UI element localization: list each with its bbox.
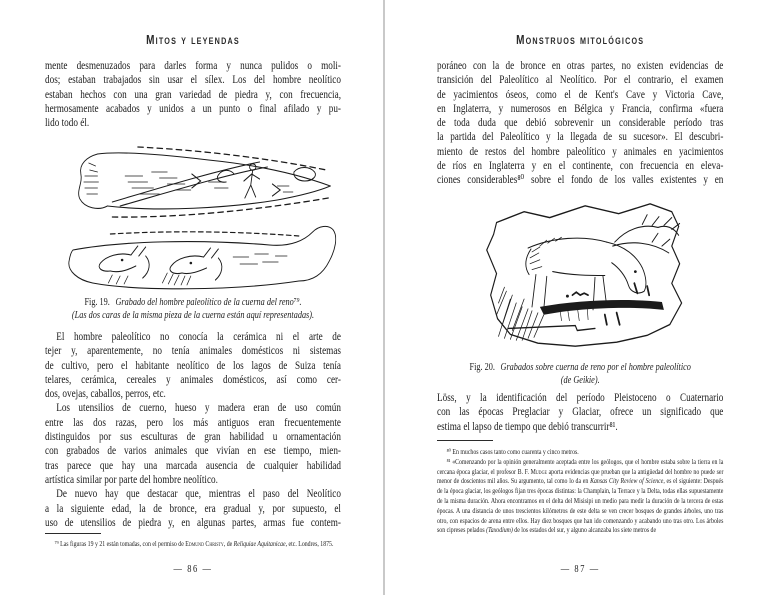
footnotes-right <box>437 447 723 535</box>
text-line: telares, cerámica, cereales y animales domésticos, así como cer- <box>45 373 341 386</box>
text-line: artística similar por parte del hombre neolítico. <box>45 473 218 486</box>
text-line: a la siguiente edad, la de bronce, era gradual y, por supuesto, el <box>45 502 341 515</box>
text-line: dos, ovejas, caballos, perros, etc. <box>45 388 166 401</box>
figure-20-engraving <box>469 197 695 354</box>
right-text-column <box>437 0 723 595</box>
figure-20-drawing <box>469 197 695 354</box>
text-line: transición del Paleolítico al Neolítico. Por el contrario, el examen <box>437 74 724 87</box>
text-line: con las épocas Preglaciar y Glaciar, ofrece un significado que <box>437 406 724 419</box>
text-line: con grabados de varios animales que vivían en ese tiempo, mien- <box>45 445 341 458</box>
text-line: de yacimientos óseos, como el de Kent's Cave y Victoria Cave, <box>437 88 724 101</box>
text-line: de cultivo, pero el habitante neolítico de los lagos de Suiza tenía <box>45 359 341 372</box>
figure-19-caption <box>45 296 341 322</box>
antler-piece-bottom <box>69 226 336 288</box>
footnote-rule <box>45 533 101 534</box>
text-line: estima el lapso de tiempo que debió transcurrir⁸¹. <box>437 420 618 433</box>
text-line: tras parece que hay una marcada ausencia de cualquier habilidad <box>45 459 341 472</box>
page-number-left: — 86 — <box>173 564 213 575</box>
text-line: dos; estaban trabajados sin usar el sílex. Los del hombre neolítico <box>45 74 341 87</box>
text-segment: Reliquiae Aquitanicae <box>233 539 286 548</box>
running-header-left: Mitos y leyendas <box>146 33 240 47</box>
text-line: lido todo él. <box>45 117 90 130</box>
text-line: Löss, y la identificación del período Pleistoceno o Cuaternario <box>437 392 724 404</box>
figure-19-drawing <box>51 142 336 292</box>
body-text-left <box>45 330 341 530</box>
figure-19-caption-text: Grabado del hombre paleolítico de la cuerna del reno⁷⁹. <box>115 297 302 308</box>
text-segment: , etc. Londres, 1875. <box>285 539 334 548</box>
text-line: distinguidos por sus esculturas de gran habilidad u ornamentación <box>45 431 341 444</box>
figure-19-caption-label: Fig. 19. <box>84 297 110 308</box>
body-paragraph <box>437 391 723 434</box>
body-paragraph <box>45 487 341 530</box>
page-number-right: — 87 — <box>560 564 600 575</box>
figure-19-caption-line2: (Las dos caras de la misma pieza de la cuerna están aquí representadas). <box>71 310 315 321</box>
text-line: De nuevo hay que destacar que, mientras el paso del Neolítico <box>56 488 341 501</box>
body-paragraph <box>437 59 723 188</box>
text-line: hermosamente acabados y unidos a un punto o final afilado y pu- <box>45 102 341 115</box>
text-line: la partida del Paleolítico y la llegada de su sucesor». El descubri- <box>437 131 724 144</box>
text-segment: de los estados del sur, y alguno alcanzaba los siete metros de <box>512 525 657 535</box>
footnote-81 <box>437 457 723 535</box>
text-segment: Mudge <box>530 466 547 476</box>
text-segment: ⁸⁰ En muchos casos tanto como cuarenta y cinco metros. <box>446 447 579 456</box>
figure-20-caption-label: Fig. 20. <box>469 362 495 373</box>
text-segment: (Taxodium) <box>486 525 513 535</box>
text-segment: ⁷⁹ Las figuras 19 y 21 están tomadas, con el permiso de <box>54 539 186 548</box>
left-text-column <box>45 0 341 595</box>
text-segment: Edmund Christy <box>185 539 224 548</box>
text-line: estaban hechos con una gran variedad de piedra y, con frecuencia, <box>45 88 341 101</box>
text-segment: , de <box>223 539 234 548</box>
text-segment: Kansas City Review of Science <box>590 476 664 486</box>
text-line: El hombre paleolítico no conocía la cerámica ni el arte de <box>56 331 341 343</box>
text-line: miento de restos del hombre paleolítico y animales en yacimientos <box>437 145 724 158</box>
figure-19-engraving <box>51 142 336 292</box>
body-paragraph <box>45 401 341 487</box>
text-line: en Inglaterra, y numerosos en Bélgica y Francia, confirma «fuera <box>437 102 724 115</box>
figure-20-caption-line2: (de Geikie). <box>560 375 600 386</box>
figure-20-caption-text: Grabados sobre cuerna de reno por el hombre paleolítico <box>500 362 691 373</box>
footnote-80 <box>437 447 723 457</box>
text-line: mente desmenuzados para darles forma y nunca pulidos o moli- <box>45 60 341 72</box>
figure-20-caption <box>437 361 723 387</box>
text-line: tejer y, aparentemente, no tenía animales domésticos ni sistemas <box>45 345 341 358</box>
text-line: de ríos en Inglaterra y en el continente, con frecuencia en eleva- <box>437 160 724 173</box>
footnote-79 <box>45 539 341 549</box>
footnote-rule <box>437 440 493 441</box>
body-paragraph <box>45 330 341 401</box>
text-segment: aporta evidencias que prueban que la antigüedad del hombre no puede ser menor de doscientos mil años. Su argumento, tal como lo da en <box>437 466 724 486</box>
text-line: entre las dos razas, pero los más antiguos eran frecuentemente <box>45 416 341 429</box>
book-page-right <box>385 0 766 595</box>
running-header-right: Monstruos mitológicos <box>516 33 645 47</box>
text-line: Los utensilios de cuerno, hueso y madera eran de uso común <box>56 402 341 415</box>
text-line: uso de utensilios de piedra y, en algunas partes, armas fue contem- <box>45 516 341 529</box>
text-segment: , es el siguiente: Después de la época glaciar, los geólogos fijan tres épocas distintas: la Champlain, la Terrace y la Delta, todas ellas supuestamente de la misma duración. Ahora encontramos en el delta del Misisipi un medio para medir la duración de la tercera de estas épocas. A una distancia de unos trescientos kilómetros de este delta se ven crecer bosques de grandes árboles, uno tras otro, con espacios de arena entre ellos. Hay diez bosques que han ido comenzando y acabando uno tras otro. Los árboles son cipreses pelados <box>437 476 724 535</box>
text-line: poráneo con la de bronce en otras partes, no existen evidencias de <box>437 60 724 72</box>
text-line: de toda duda que debió sobrevenir un considerable período tras <box>437 117 724 130</box>
antler-piece-top <box>79 147 331 217</box>
text-segment: ⁸¹ «Comenzando por la opinión generalmente aceptada entre los geólogos, que el hombre estaba sobre la tierra en la cercana época glaciar, el profesor B. F. <box>437 456 724 476</box>
grass-and-ground <box>497 283 664 340</box>
text-line: ciones considerables⁸⁰ sobre el fondo de los valles existentes y en <box>437 174 724 187</box>
body-paragraph <box>45 59 341 130</box>
